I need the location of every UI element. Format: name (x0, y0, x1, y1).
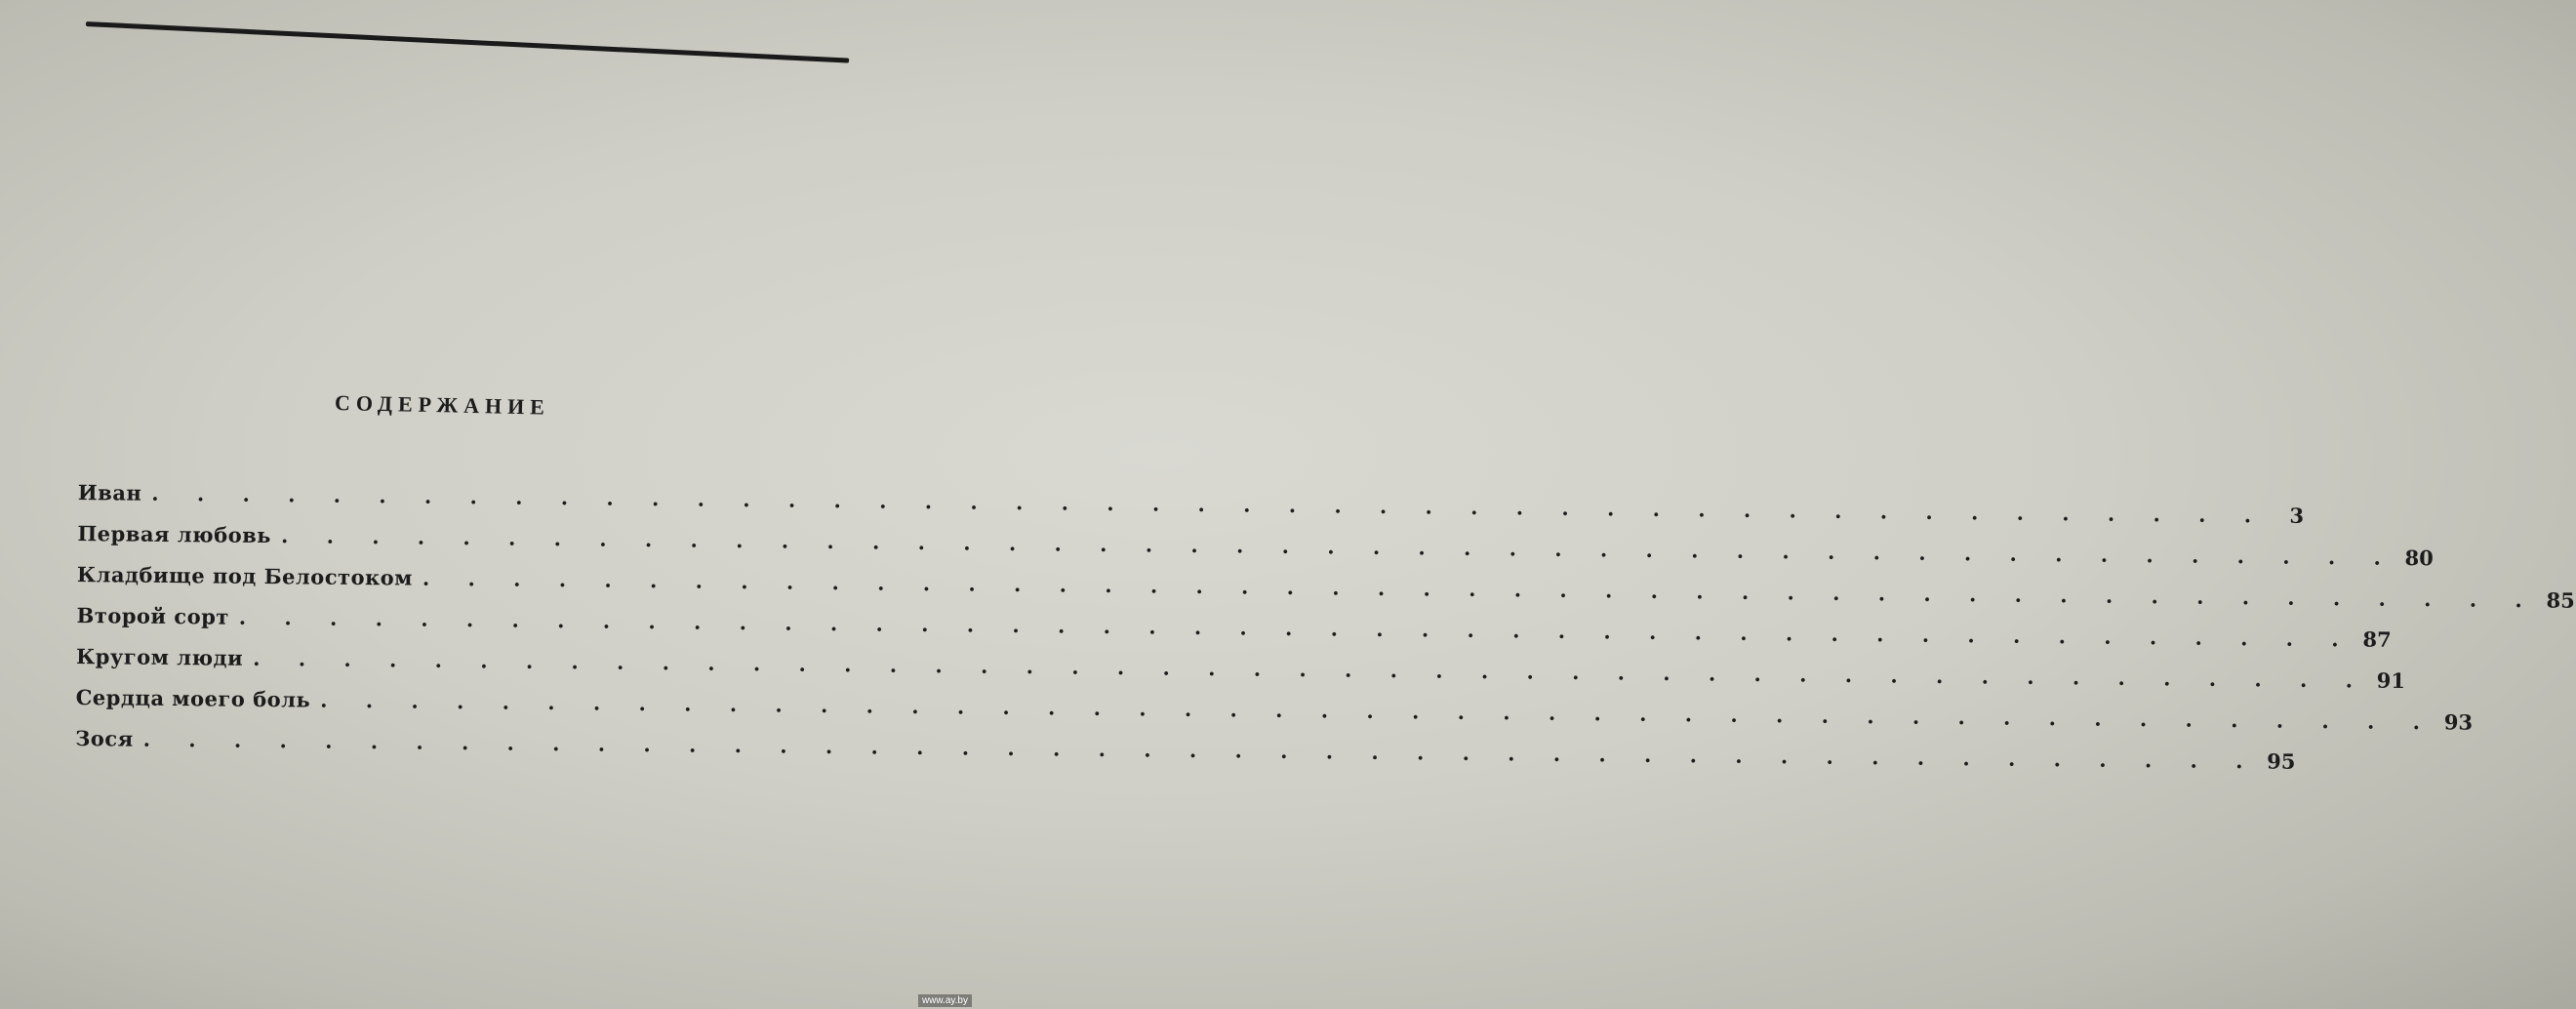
dot-leader: . . . . . . . . . . . . . . . . . . . . . . . . . . . . . . . . . . . . . . . . . . . . . . . (320, 687, 2436, 735)
toc-entry-title: Иван (77, 480, 142, 505)
dot-leader: . . . . . . . . . . . . . . . . . . . . . . . . . . . . . . . . . . . . . . . . . . . . . . . (280, 523, 2396, 570)
dot-leader: . . . . . . . . . . . . . . . . . . . . . . . . . . . . . . . . . . . . . . . . . . . . . . . (142, 726, 2259, 774)
dot-leader: . . . . . . . . . . . . . . . . . . . . . . . . . . . . . . . . . . . . . . . . . . . . . . . (422, 565, 2538, 613)
toc-entry-title: Зося (75, 725, 134, 751)
toc-entry (75, 725, 2296, 775)
toc-entry-title: Сердца моего боль (75, 684, 311, 712)
top-rule (86, 21, 849, 63)
toc-entry-page: 93 (2443, 709, 2474, 735)
dot-leader: . . . . . . . . . . . . . . . . . . . . . . . . . . . . . . . . . . . . . . . . . . . . . . . (253, 645, 2369, 693)
toc-entry-page: 87 (2362, 626, 2392, 652)
dot-leader: . . . . . . . . . . . . . . . . . . . . . . . . . . . . . . . . . . . . . . . . . . . . . . . (238, 604, 2355, 652)
toc-entry-page: 80 (2404, 545, 2434, 571)
toc-entry-page: 91 (2376, 667, 2406, 693)
page-title: СОДЕРЖАНИЕ (334, 390, 551, 420)
site-watermark: www.ay.by (918, 994, 972, 1007)
toc-entry-page: 85 (2546, 587, 2575, 613)
toc-entry-page: 3 (2289, 503, 2305, 528)
dot-leader: . . . . . . . . . . . . . . . . . . . . . . . . . . . . . . . . . . . . . . . . . . . . . . . (151, 480, 2268, 528)
toc-entry-title: Второй сорт (76, 602, 230, 629)
table-of-contents (75, 480, 2575, 775)
toc-entry-title: Кладбище под Белостоком (76, 561, 414, 590)
toc-entry-page: 95 (2267, 748, 2296, 774)
toc-entry-title: Кругом люди (75, 643, 244, 670)
toc-entry-title: Первая любовь (77, 520, 272, 548)
